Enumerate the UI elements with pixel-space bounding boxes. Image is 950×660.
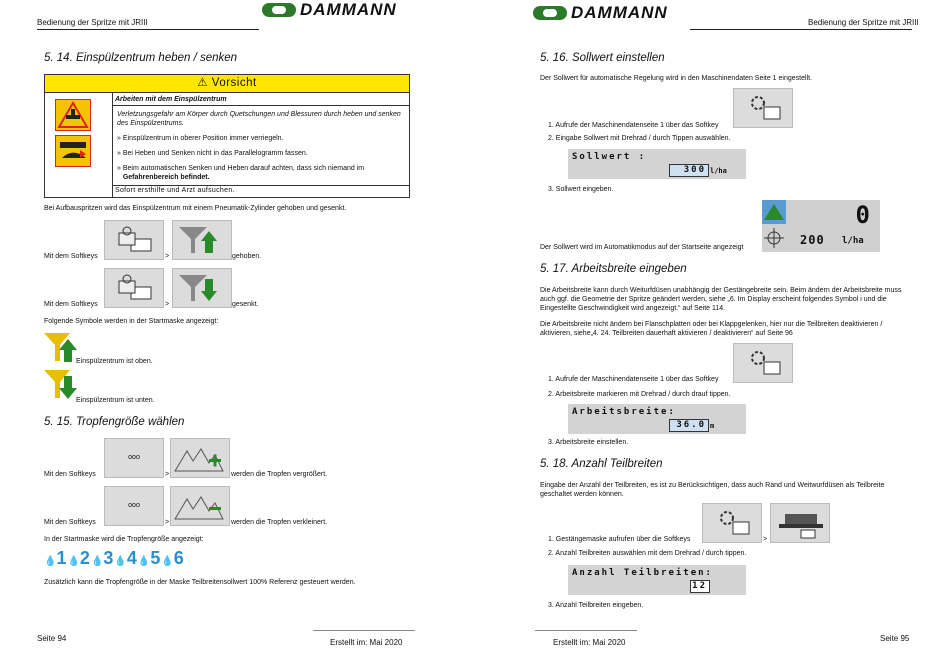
dots-softkey-label: ooo [128,454,140,461]
machine-softkey-icon[interactable] [104,220,164,260]
section-title-5-14: 5. 14. Einspülzentrum heben / senken [44,52,238,64]
droplet-size-1: 💧 1 [44,548,67,568]
warning-intro: Verletzungsgefahr am Körper durch Quetschungen und Blessuren durch heben und senken des Einspülzentrums. [117,111,401,127]
machine-softkey-icon[interactable] [104,268,164,308]
right-logo [533,3,668,23]
boom-mask-softkey-icon[interactable] [770,503,830,543]
left-header: Bedienung der Spritze mit JRIII [37,18,148,27]
teilbreiten-display [568,565,746,595]
arbeitsbreite-value[interactable]: 36.0 [669,419,709,432]
funnel-down-icon [44,370,78,405]
warning-title: Arbeiten mit dem Einspülzentrum [112,95,409,106]
s514-intro: Bei Aufbauspritzen wird das Einspülzentrum mit einem Pneumatik-Zylinder gehoben und gesenkt. [44,205,347,212]
s517-step2: 2. Arbeitsbreite markieren mit Drehrad / durch drauf tippen. [548,391,731,398]
softkeys-label: Mit dem Softkeys [44,301,98,308]
dots-softkey-label: ooo [128,502,140,509]
machine-data-softkey[interactable] [733,343,793,383]
symbol-down-text: Einspülzentrum ist unten. [76,397,155,404]
drops-smaller-softkey-icon[interactable] [170,486,230,526]
s518-intro: Eingabe der Anzahl der Teilbreiten, es ist zu Berücksichtigen, dass auch Rand und Weitwurfdüsen als Teilbreite geschaltet werden können. [540,482,885,498]
sollwert-value[interactable]: 300 [669,164,709,177]
machine-data-softkey[interactable] [702,503,762,543]
droplet-sizes [44,549,184,567]
sollwert-unit: l/ha [710,167,727,175]
dots-softkey[interactable] [104,438,164,478]
right-page-number: Seite 95 [880,634,910,643]
section-title-5-15: 5. 15. Tropfengröße wählen [44,416,185,428]
s517-paragraph-1: Die Arbeitsbreite kann durch Weiturfdüsen unabhängig der Gestängebreite sein. Beim ändern der Arbeitsbreite muss auch ggf. die Geometrie der Spritze geändert werden, siehe „6. Im Display erscheint folgendes Symbol i und die Eingestellte Geschwindigkeit wird angezeigt.“ auf Seite 114. [540,287,902,312]
dammann-logo-icon [533,6,567,20]
droplet-size-3: 💧 3 [90,548,114,568]
s518-step2: 2. Anzahl Teilbreiten auswählen mit dem Drehrad / durch tippen. [548,550,747,557]
left-logo [262,0,397,20]
hand-crush-icon [55,135,91,167]
lower-softkey-icon[interactable] [172,268,232,308]
warning-label: Vorsicht [211,77,257,89]
arrow-gt: > [165,471,170,478]
droplet-size-4: 💧 4 [114,548,137,568]
auto-mode-text: Der Sollwert wird im Automatikmodus auf der Startseite angezeigt [540,244,744,251]
s518-step1: 1. Gestängemaske aufrufen über die Softkeys [548,536,691,543]
right-header-rule [690,29,912,30]
left-created-date: Erstellt im: Mai 2020 [330,638,403,647]
right-footer-rule [535,630,637,631]
auto-sollwert-value: 200 [800,233,825,247]
droplet-extra-text: Zusätzlich kann die Tropfengröße in der Maske Teilbreitensollwert 100% Referenz gesteuert werden. [44,579,356,586]
left-footer-rule [313,630,415,631]
softkeys-label: Mit den Softkeys [44,471,96,478]
warning-bullet: » Bei Heben und Senken nicht in das Parallelogramm fassen. [117,150,308,157]
target-crosshair-icon [764,228,784,253]
s516-step1: 1. Aufrufe der Maschinendatenseite 1 über das Softkey [548,122,719,129]
warning-box [44,74,410,198]
s517-step3: 3. Arbeitsbreite einstellen. [548,439,629,446]
warning-triangle-icon: ⚠ [197,77,212,89]
arbeitsbreite-unit: m [710,422,715,430]
teilbreiten-label: Anzahl Teilbreiten: [572,568,713,578]
sollwert-label: Sollwert : [572,152,647,162]
section-title-5-16: 5. 16. Sollwert einstellen [540,52,665,64]
warning-bullet: » Beim automatischen Senken und Heben darauf achten, dass sich niemand im Gefahrenbereich befindet. [117,165,365,181]
teilbreiten-value[interactable]: 12 [690,580,710,593]
start-page-display [762,200,880,252]
s517-paragraph-2: Die Arbeitsbreite nicht ändern bei Flanschplatten oder bei Klappgelenken, hier nur die Teilbreiten deaktivieren / aktivieren, siehe„4. 24. Teilbreiten dauerhaft aktivieren / deaktivieren“ auf Seite 96 [540,321,883,337]
field-icon [762,200,786,224]
drops-bigger-softkey-icon[interactable] [170,438,230,478]
arbeitsbreite-display [568,404,746,434]
lowered-text: gesenkt. [232,301,259,308]
machine-data-softkey[interactable] [733,88,793,128]
left-page-number: Seite 94 [37,634,67,643]
arrow-gt: > [165,519,170,526]
auto-sollwert-unit: l/ha [842,236,864,246]
dammann-logo-icon [262,3,296,17]
right-header: Bedienung der Spritze mit JRIII [808,18,919,27]
warning-footer: Sofort ersthilfe und Arzt aufsuchen. [112,185,409,194]
crush-hazard-icon [55,99,91,131]
droplet-size-5: 💧 5 [137,548,161,568]
s516-intro: Der Sollwert für automatische Regelung wird in den Maschinendaten Seite 1 eingestellt. [540,75,812,82]
arrow-gt: > [763,536,768,543]
s516-step3: 3. Sollwert eingeben. [548,186,614,193]
left-header-rule [37,29,259,30]
raised-text: gehoben. [232,253,262,260]
symbols-intro: Folgende Symbole werden in der Startmaske angezeigt: [44,318,219,325]
section-title-5-18: 5. 18. Anzahl Teilbreiten [540,458,663,470]
drops-smaller-text: werden die Tropfen verkleinert. [231,519,328,526]
warning-text [117,95,407,182]
droplet-size-6: 💧 6 [161,548,184,568]
s516-step2: 2. Eingabe Sollwert mit Drehrad / durch Tippen auswählen. [548,135,731,142]
droplet-size-2: 💧 2 [67,548,90,568]
section-title-5-17: 5. 17. Arbeitsbreite eingeben [540,263,687,275]
arbeitsbreite-label: Arbeitsbreite: [572,407,676,417]
softkeys-label: Mit dem Softkeys [44,253,98,260]
softkeys-label: Mit den Softkeys [44,519,96,526]
startmask-text: In der Startmaske wird die Tropfengröße angezeigt: [44,536,204,543]
raise-softkey-icon[interactable] [172,220,232,260]
speed-value: 0 [855,201,870,229]
symbol-up-text: Einspülzentrum ist oben. [76,358,153,365]
warning-bar [45,75,409,93]
s518-step3: 3. Anzahl Teilbreiten eingeben. [548,602,644,609]
drops-bigger-text: werden die Tropfen vergrößert. [231,471,328,478]
arrow-gt: > [165,253,170,260]
brand-wordmark: DAMMANN [300,0,397,19]
warning-pictograms [45,93,113,197]
s517-step1: 1. Aufrufe der Maschinendatenseite 1 über das Softkey [548,376,719,383]
arrow-gt: > [165,301,170,308]
warning-bullet: » Einspülzentrum in oberer Position immer verriegeln. [117,135,284,142]
brand-wordmark: DAMMANN [571,3,668,22]
dots-softkey[interactable] [104,486,164,526]
sollwert-display [568,149,746,179]
funnel-up-icon [44,333,78,368]
right-created-date: Erstellt im: Mai 2020 [553,638,626,647]
